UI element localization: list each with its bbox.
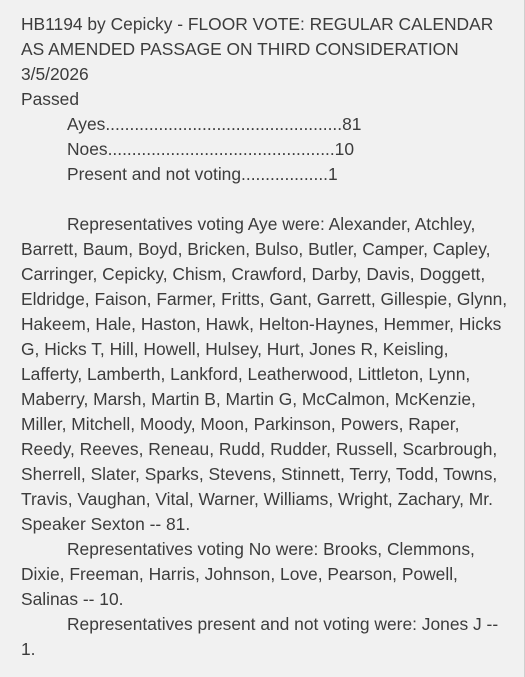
vote-date: 3/5/2026 <box>21 64 89 84</box>
noes-count: Noes...............................................10 <box>67 139 355 159</box>
blank-line <box>21 187 511 212</box>
present-not-voting-count: Present and not voting..................1 <box>67 164 338 184</box>
present-not-voting-paragraph: Representatives present and not voting were: Jones J -- 1. <box>21 614 499 659</box>
bill-title-line-2: AS AMENDED PASSAGE ON THIRD CONSIDERATION <box>21 39 459 59</box>
vote-result: Passed <box>21 89 80 109</box>
bill-title-line-1: HB1194 by Cepicky - FLOOR VOTE: REGULAR CALENDAR <box>21 14 494 34</box>
no-voters-paragraph: Representatives voting No were: Brooks, Clemmons, Dixie, Freeman, Harris, Johnson, Love, Pearson, Powell, Salinas -- 10. <box>21 539 475 609</box>
aye-voters-paragraph: Representatives voting Aye were: Alexander, Atchley, Barrett, Baum, Boyd, Bricken, Bulso, Butler, Camper, Capley, Carringer, Cepicky, Chism, Crawford, Darby, Davis, Doggett, Eldridge, Faison, Farmer, Fritts, Gant, Garrett, Gillespie, Glynn, Hakeem, Hale, Haston, Hawk, Helton-Haynes, Hemmer, Hicks G, Hicks T, Hill, Howell, Hulsey, Hurt, Jones R, Keisling, Lafferty, Lamberth, Lankford, Leatherwood, Littleton, Lynn, Maberry, Marsh, Martin B, Martin G, McCalmon, McKenzie, Miller, Mitchell, Moody, Moon, Parkinson, Powers, Raper, Reedy, Reeves, Reneau, Rudd, Rudder, Russell, Scarbrough, Sherrell, Slater, Sparks, Stevens, Stinnett, Terry, Todd, Towns, Travis, Vaughan, Vital, Warner, Williams, Wright, Zachary, Mr. Speaker Sexton -- 81. <box>21 214 508 534</box>
ayes-count: Ayes.................................................81 <box>67 114 362 134</box>
